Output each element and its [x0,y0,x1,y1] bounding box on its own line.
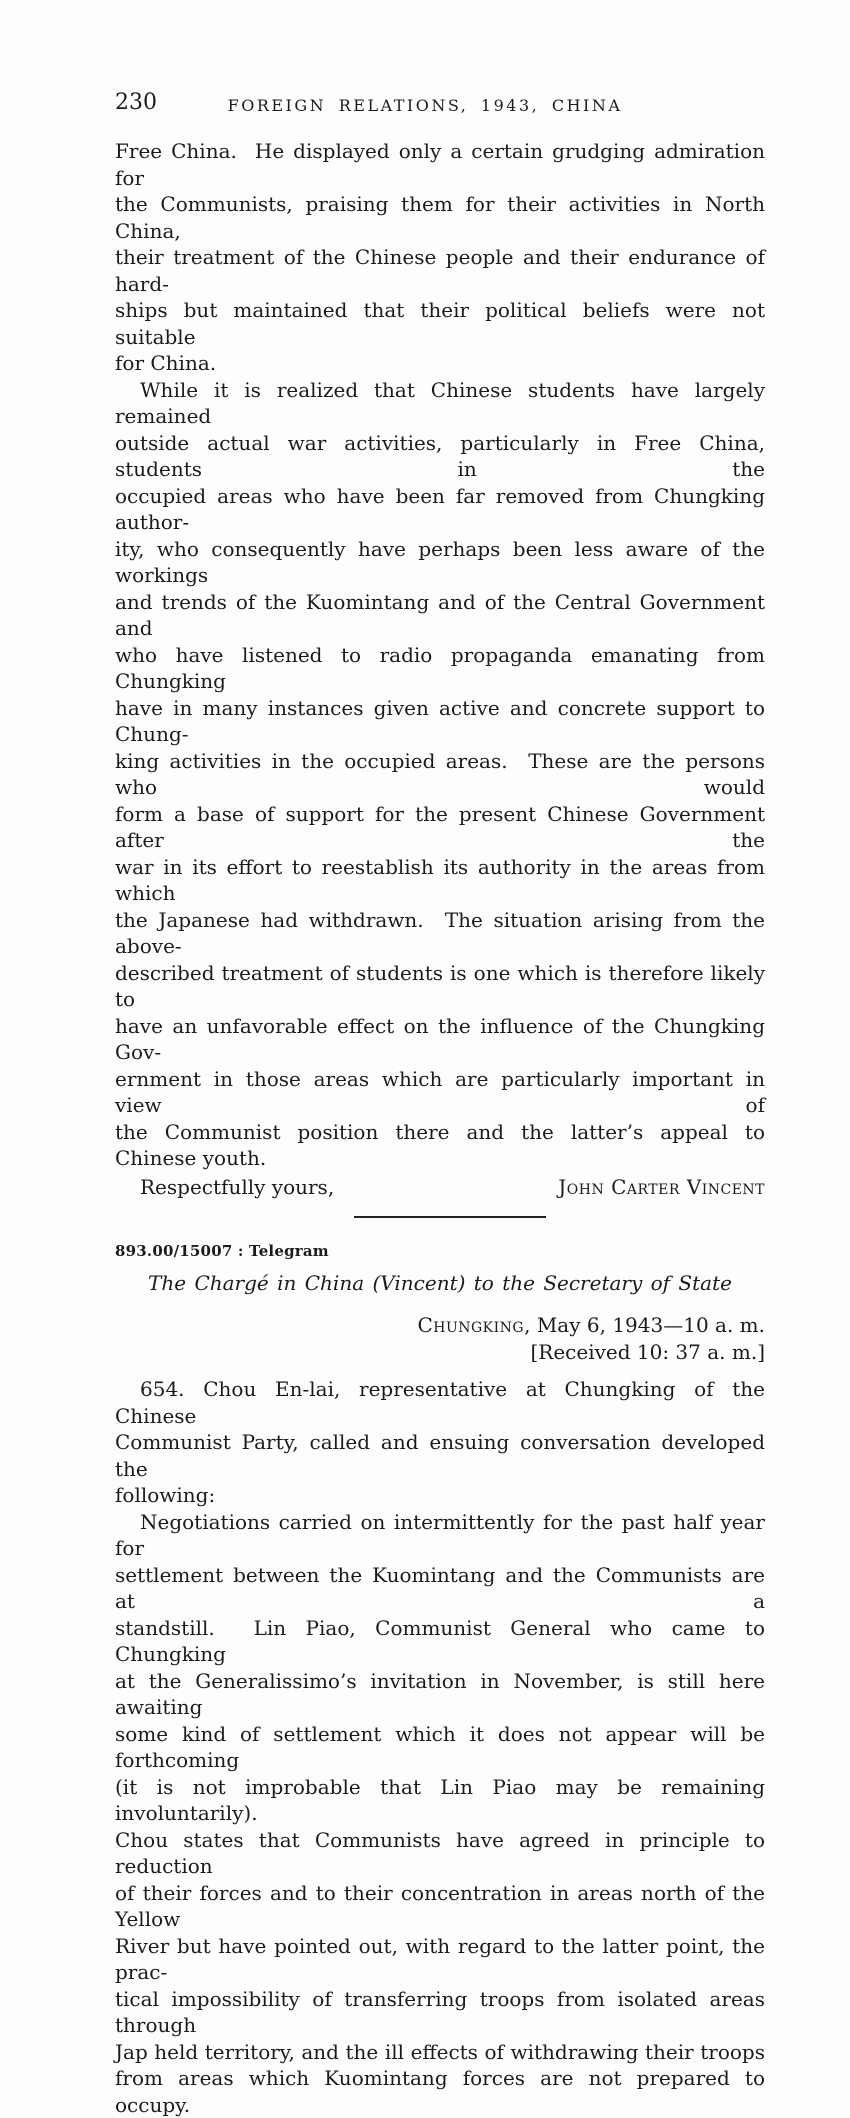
running-title: FOREIGN RELATIONS, 1943, CHINA [0,98,850,114]
signature: John Carter Vincent [558,1174,765,1201]
text-line: Free China. He displayed only a certain grudging admiration for [115,138,765,191]
text-line: form a base of support for the present Chinese Government after the [115,801,765,854]
text-line: have in many instances given active and concrete support to Chung- [115,695,765,748]
paragraph [115,138,765,377]
signature-row [115,1174,765,1201]
text-line: Chou states that Communists have agreed in principle to reduction [115,1827,765,1880]
text-line: king activities in the occupied areas. These are the persons who would [115,748,765,801]
text-line: following: [115,1482,765,1509]
text-line: have an unfavorable effect on the influence of the Chungking Gov- [115,1013,765,1066]
text-line: tical impossibility of transferring troops from isolated areas through [115,1986,765,2039]
letter-body [115,138,765,1172]
dateline-place: Chungking [417,1313,524,1337]
text-line: some kind of settlement which it does not appear will be forthcoming [115,1721,765,1774]
text-line: ernment in those areas which are particularly important in view of [115,1066,765,1119]
text-line: outside actual war activities, particularly in Free China, students in the [115,430,765,483]
document-heading: The Chargé in China (Vincent) to the Secretary of State [115,1270,765,1296]
text-line: of their forces and to their concentration in areas north of the Yellow [115,1880,765,1933]
text-line: ships but maintained that their political beliefs were not suitable [115,297,765,350]
text-line: their treatment of the Chinese people and their endurance of hard- [115,244,765,297]
text-line: the Communist position there and the latter’s appeal to Chinese youth. [115,1119,765,1172]
file-reference: 893.00/15007 : Telegram [115,1242,765,1260]
telegram-body [115,1376,765,2118]
text-line: occupied areas who have been far removed from Chungking author- [115,483,765,536]
text-line: ity, who consequently have perhaps been less aware of the workings [115,536,765,589]
text-line: the Japanese had withdrawn. The situation arising from the above- [115,907,765,960]
text-line: standstill. Lin Piao, Communist General who came to Chungking [115,1615,765,1668]
paragraph [115,1376,765,1509]
text-line: While it is realized that Chinese students have largely remained [115,377,765,430]
text-line: settlement between the Kuomintang and the Communists are at a [115,1562,765,1615]
text-line: Jap held territory, and the ill effects of withdrawing their troops [115,2039,765,2066]
text-line: at the Generalissimo’s invitation in November, is still here awaiting [115,1668,765,1721]
received-line: [Received 10: 37 a. m.] [115,1339,765,1366]
text-line: described treatment of students is one which is therefore likely to [115,960,765,1013]
text-line: who have listened to radio propaganda emanating from Chungking [115,642,765,695]
text-line: River but have pointed out, with regard to the latter point, the prac- [115,1933,765,1986]
dateline-date: , May 6, 1943—10 a. m. [524,1313,765,1337]
text-line: (it is not improbable that Lin Piao may be remaining involuntarily). [115,1774,765,1827]
dateline [115,1312,765,1339]
paragraph [115,1509,765,2118]
valediction: Respectfully yours, [140,1174,334,1201]
text-line: 654. Chou En-lai, representative at Chungking of the Chinese [115,1376,765,1429]
text-line: from areas which Kuomintang forces are not prepared to occupy. [115,2065,765,2118]
text-line: Communist Party, called and ensuing conversation developed the [115,1429,765,1482]
paragraph [115,377,765,1172]
text-line: Negotiations carried on intermittently for the past half year for [115,1509,765,1562]
text-line: the Communists, praising them for their activities in North China, [115,191,765,244]
text-column [115,138,765,2118]
page-number: 230 [115,92,157,114]
section-divider [354,1216,546,1218]
text-line: for China. [115,350,765,377]
text-line: war in its effort to reestablish its authority in the areas from which [115,854,765,907]
text-line: and trends of the Kuomintang and of the Central Government and [115,589,765,642]
